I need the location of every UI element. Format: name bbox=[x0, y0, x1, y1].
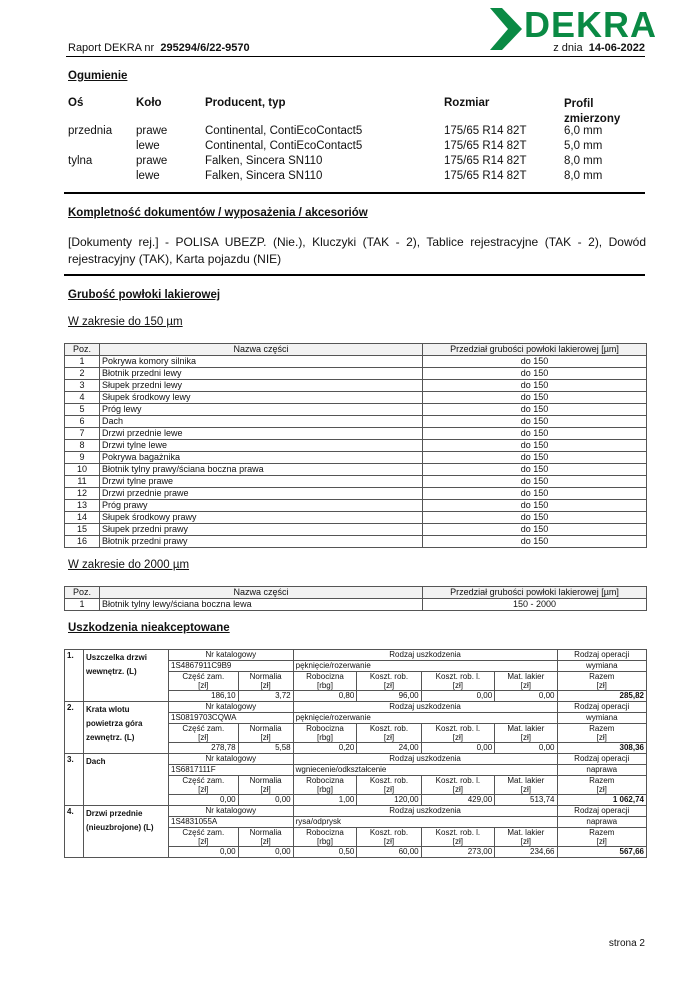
damages-table bbox=[64, 649, 647, 858]
cost-column-header bbox=[495, 776, 557, 795]
tyres-col-producer: Producent, typ bbox=[205, 97, 286, 109]
table-row bbox=[65, 368, 647, 380]
cost-column-label: Koszt. rob. bbox=[369, 724, 409, 733]
tyre-size: 175/65 R14 82T bbox=[444, 140, 527, 152]
table-row bbox=[65, 512, 647, 524]
cost-value: 5,58 bbox=[238, 743, 293, 754]
table-row bbox=[65, 404, 647, 416]
cost-column-label: Robocizna bbox=[306, 672, 344, 681]
cost-column-label: Mat. lakier bbox=[507, 828, 545, 837]
damage-part-name: Uszczelka drzwi wewnętrz. (L) bbox=[84, 650, 169, 702]
cost-column-unit: [zł] bbox=[383, 837, 395, 846]
cost-column-header bbox=[238, 828, 293, 847]
cost-column-header bbox=[495, 828, 557, 847]
cost-value: 0,00 bbox=[421, 691, 495, 702]
total-cost: 308,36 bbox=[557, 743, 647, 754]
row-thickness-range: do 150 bbox=[423, 404, 647, 416]
operation-header: Rodzaj operacji bbox=[557, 650, 647, 661]
tyre-size: 175/65 R14 82T bbox=[444, 125, 527, 137]
cost-column-header bbox=[495, 672, 557, 691]
table-row bbox=[65, 380, 647, 392]
row-part-name: Błotnik przedni prawy bbox=[100, 536, 423, 548]
cost-column-label: Normalia bbox=[249, 724, 282, 733]
damage-number: 3. bbox=[65, 754, 84, 806]
cost-column-header bbox=[169, 776, 239, 795]
total-cost: 567,66 bbox=[557, 847, 647, 858]
cost-column-unit: [zł] bbox=[596, 785, 607, 794]
row-part-name: Próg prawy bbox=[100, 500, 423, 512]
damage-part-name: Drzwi przednie (nieuzbrojone) (L) bbox=[84, 806, 169, 858]
cost-column-unit: [zł] bbox=[596, 733, 607, 742]
cost-column-header bbox=[169, 828, 239, 847]
paint-table-2000 bbox=[64, 586, 647, 611]
table-row bbox=[65, 356, 647, 368]
row-part-name: Drzwi przednie prawe bbox=[100, 488, 423, 500]
cost-column-header bbox=[557, 672, 647, 691]
cost-column-header bbox=[293, 724, 357, 743]
damage-part-name: Krata wlotu powietrza góra zewnętrz. (L) bbox=[84, 702, 169, 754]
damage-type-header: Rodzaj uszkodzenia bbox=[293, 702, 557, 713]
table-row bbox=[65, 476, 647, 488]
row-part-name: Błotnik tylny prawy/ściana boczna prawa bbox=[100, 464, 423, 476]
row-part-name: Pokrywa komory silnika bbox=[100, 356, 423, 368]
row-thickness-range: do 150 bbox=[423, 428, 647, 440]
date-value: 14-06-2022 bbox=[588, 42, 645, 54]
row-part-name: Pokrywa bagażnika bbox=[100, 452, 423, 464]
table-row bbox=[65, 452, 647, 464]
cost-column-header bbox=[238, 776, 293, 795]
row-poz: 2 bbox=[65, 368, 100, 380]
total-cost: 285,82 bbox=[557, 691, 647, 702]
damage-type: wgniecenie/odkształcenie bbox=[293, 765, 557, 776]
cost-column-label: Razem bbox=[589, 776, 615, 785]
row-poz: 1 bbox=[65, 356, 100, 368]
cost-column-header bbox=[557, 828, 647, 847]
cost-column-unit: [rbg] bbox=[316, 837, 333, 846]
col-range: Przedział grubości powłoki lakierowej [µm] bbox=[423, 344, 647, 356]
tyre-producer: Falken, Sincera SN110 bbox=[205, 170, 323, 182]
cost-column-unit: [zł] bbox=[383, 681, 395, 690]
cost-column-unit: [zł] bbox=[198, 681, 209, 690]
row-poz: 7 bbox=[65, 428, 100, 440]
cost-column-label: Robocizna bbox=[306, 776, 344, 785]
damage-type: pęknięcie/rozerwanie bbox=[293, 713, 557, 724]
cost-value: 24,00 bbox=[357, 743, 421, 754]
row-thickness-range: do 150 bbox=[423, 512, 647, 524]
cost-column-unit: [zł] bbox=[520, 733, 531, 742]
operation-type: naprawa bbox=[557, 765, 647, 776]
cost-column-unit: [rbg] bbox=[316, 681, 333, 690]
tyres-col-wheel: Koło bbox=[136, 97, 162, 109]
cost-value: 1,00 bbox=[293, 795, 357, 806]
tyre-profile: 8,0 mm bbox=[564, 170, 603, 182]
cost-column-label: Koszt. rob. l. bbox=[435, 776, 481, 785]
cost-column-header bbox=[421, 672, 495, 691]
cost-column-header bbox=[169, 724, 239, 743]
cost-column-unit: [zł] bbox=[383, 785, 395, 794]
dekra-logo-icon bbox=[488, 6, 528, 52]
cost-column-unit: [rbg] bbox=[316, 785, 333, 794]
tyre-size: 175/65 R14 82T bbox=[444, 170, 527, 182]
cost-value: 278,78 bbox=[169, 743, 239, 754]
cost-column-header bbox=[169, 672, 239, 691]
row-poz: 15 bbox=[65, 524, 100, 536]
cost-column-label: Część zam. bbox=[182, 776, 225, 785]
catalog-number: 1S6817111F bbox=[169, 765, 294, 776]
cost-column-label: Koszt. rob. l. bbox=[435, 828, 481, 837]
row-poz: 8 bbox=[65, 440, 100, 452]
row-thickness-range: do 150 bbox=[423, 380, 647, 392]
cost-column-header bbox=[557, 776, 647, 795]
paint-title: Grubość powłoki lakierowej bbox=[68, 289, 221, 301]
cost-column-header bbox=[421, 724, 495, 743]
tyres-col-size: Rozmiar bbox=[444, 97, 490, 109]
tyre-profile: 5,0 mm bbox=[564, 140, 603, 152]
row-poz: 1 bbox=[65, 599, 100, 611]
row-part-name: Drzwi tylne prawe bbox=[100, 476, 423, 488]
cost-column-unit: [zł] bbox=[198, 733, 209, 742]
cost-column-label: Część zam. bbox=[182, 828, 225, 837]
table-row bbox=[65, 536, 647, 548]
cost-column-header bbox=[421, 776, 495, 795]
cost-column-label: Część zam. bbox=[182, 724, 225, 733]
cost-column-label: Mat. lakier bbox=[507, 724, 545, 733]
row-thickness-range: do 150 bbox=[423, 452, 647, 464]
report-number: 295294/6/22-9570 bbox=[160, 42, 250, 54]
row-thickness-range: do 150 bbox=[423, 476, 647, 488]
row-part-name: Słupek środkowy lewy bbox=[100, 392, 423, 404]
col-poz: Poz. bbox=[65, 344, 100, 356]
damage-number: 4. bbox=[65, 806, 84, 858]
cost-value: 0,00 bbox=[169, 847, 239, 858]
cost-column-unit: [zł] bbox=[383, 733, 395, 742]
tyre-size: 175/65 R14 82T bbox=[444, 155, 527, 167]
cost-column-unit: [zł] bbox=[260, 733, 271, 742]
cost-column-label: Mat. lakier bbox=[507, 776, 545, 785]
row-part-name: Drzwi przednie lewe bbox=[100, 428, 423, 440]
tyre-wheel: prawe bbox=[136, 125, 168, 137]
cost-column-header bbox=[357, 672, 421, 691]
cost-value: 0,00 bbox=[169, 795, 239, 806]
cost-column-unit: [zł] bbox=[596, 837, 607, 846]
cost-column-header bbox=[238, 724, 293, 743]
cost-value: 0,00 bbox=[238, 847, 293, 858]
cost-column-label: Normalia bbox=[249, 828, 282, 837]
documents-text: [Dokumenty rej.] - POLISA UBEZP. (Nie.), Kluczyki (TAK - 2), Tablice rejestracyjne (TAK - 2), Dowód rejestracyjny (TAK), Karta pojazdu (NIE) bbox=[68, 235, 646, 266]
cost-value: 0,00 bbox=[238, 795, 293, 806]
row-thickness-range: do 150 bbox=[423, 416, 647, 428]
tyre-producer: Continental, ContiEcoContact5 bbox=[205, 140, 363, 152]
row-part-name: Błotnik tylny lewy/ściana boczna lewa bbox=[100, 599, 423, 611]
tyre-wheel: prawe bbox=[136, 155, 168, 167]
row-part-name: Słupek środkowy prawy bbox=[100, 512, 423, 524]
cost-value: 3,72 bbox=[238, 691, 293, 702]
tyres-col-profile: Profil zmierzony bbox=[564, 98, 621, 125]
paint-range1-title: W zakresie do 150 µm bbox=[68, 316, 183, 328]
table-row bbox=[65, 524, 647, 536]
cost-column-unit: [zł] bbox=[596, 681, 607, 690]
cost-value: 0,20 bbox=[293, 743, 357, 754]
row-poz: 16 bbox=[65, 536, 100, 548]
cost-column-header bbox=[357, 828, 421, 847]
row-thickness-range: do 150 bbox=[423, 392, 647, 404]
cost-column-header bbox=[357, 724, 421, 743]
tyre-producer: Falken, Sincera SN110 bbox=[205, 155, 323, 167]
cost-column-label: Mat. lakier bbox=[507, 672, 545, 681]
table-row bbox=[65, 500, 647, 512]
cost-column-header bbox=[357, 776, 421, 795]
cost-column-unit: [zł] bbox=[452, 785, 464, 794]
table-row bbox=[65, 428, 647, 440]
table-row bbox=[65, 488, 647, 500]
row-thickness-range: do 150 bbox=[423, 440, 647, 452]
row-poz: 10 bbox=[65, 464, 100, 476]
tyre-profile: 8,0 mm bbox=[564, 155, 603, 167]
cost-value: 0,00 bbox=[495, 743, 557, 754]
row-poz: 9 bbox=[65, 452, 100, 464]
cost-column-label: Część zam. bbox=[182, 672, 225, 681]
row-poz: 13 bbox=[65, 500, 100, 512]
tyre-wheel: lewe bbox=[136, 140, 160, 152]
cost-column-label: Normalia bbox=[249, 672, 282, 681]
cost-column-header bbox=[421, 828, 495, 847]
cost-column-label: Razem bbox=[589, 672, 615, 681]
col-poz: Poz. bbox=[65, 587, 100, 599]
cost-column-unit: [zł] bbox=[198, 785, 209, 794]
cost-column-header bbox=[293, 672, 357, 691]
cost-column-header bbox=[293, 776, 357, 795]
row-thickness-range: do 150 bbox=[423, 536, 647, 548]
cost-column-unit: [zł] bbox=[198, 837, 209, 846]
cost-value: 0,00 bbox=[421, 743, 495, 754]
cost-column-label: Robocizna bbox=[306, 828, 344, 837]
header-divider bbox=[66, 56, 645, 57]
row-thickness-range: do 150 bbox=[423, 488, 647, 500]
row-thickness-range: do 150 bbox=[423, 524, 647, 536]
table-row bbox=[65, 392, 647, 404]
cost-column-label: Normalia bbox=[249, 776, 282, 785]
operation-header: Rodzaj operacji bbox=[557, 702, 647, 713]
cost-value: 96,00 bbox=[357, 691, 421, 702]
tyre-axle: tylna bbox=[68, 155, 93, 167]
cost-column-label: Koszt. rob. l. bbox=[435, 672, 481, 681]
cost-column-unit: [zł] bbox=[260, 785, 271, 794]
row-thickness-range: do 150 bbox=[423, 464, 647, 476]
catalog-number: 1S0819703CQWA bbox=[169, 713, 294, 724]
cost-value: 513,74 bbox=[495, 795, 557, 806]
damage-type: pęknięcie/rozerwanie bbox=[293, 661, 557, 672]
row-part-name: Słupek przedni prawy bbox=[100, 524, 423, 536]
damages-title: Uszkodzenia nieakceptowane bbox=[68, 622, 230, 634]
cost-column-header bbox=[495, 724, 557, 743]
row-thickness-range: do 150 bbox=[423, 356, 647, 368]
cost-column-label: Koszt. rob. bbox=[369, 828, 409, 837]
damage-header-row bbox=[65, 650, 647, 661]
total-cost: 1 062,74 bbox=[557, 795, 647, 806]
row-poz: 11 bbox=[65, 476, 100, 488]
damage-number: 2. bbox=[65, 702, 84, 754]
table-row bbox=[65, 440, 647, 452]
row-poz: 12 bbox=[65, 488, 100, 500]
tyre-producer: Continental, ContiEcoContact5 bbox=[205, 125, 363, 137]
section-divider bbox=[64, 274, 645, 276]
cost-value: 273,00 bbox=[421, 847, 495, 858]
report-date bbox=[553, 42, 645, 54]
cost-column-unit: [zł] bbox=[260, 837, 271, 846]
paint-table-150 bbox=[64, 343, 647, 548]
catalog-header: Nr katalogowy bbox=[169, 650, 294, 661]
cost-column-unit: [zł] bbox=[260, 681, 271, 690]
tyres-col-axle: Oś bbox=[68, 97, 84, 109]
damage-header-row bbox=[65, 806, 647, 817]
catalog-number: 1S4831055A bbox=[169, 817, 294, 828]
cost-column-label: Razem bbox=[589, 724, 615, 733]
damage-type-header: Rodzaj uszkodzenia bbox=[293, 650, 557, 661]
cost-column-label: Koszt. rob. bbox=[369, 776, 409, 785]
cost-column-label: Razem bbox=[589, 828, 615, 837]
cost-column-label: Koszt. rob. bbox=[369, 672, 409, 681]
damage-type-header: Rodzaj uszkodzenia bbox=[293, 806, 557, 817]
report-label: Raport DEKRA nr bbox=[68, 42, 155, 54]
col-name: Nazwa części bbox=[100, 344, 423, 356]
damage-header-row bbox=[65, 702, 647, 713]
cost-column-header bbox=[238, 672, 293, 691]
cost-value: 234,66 bbox=[495, 847, 557, 858]
logo-text: DEKRA bbox=[524, 4, 658, 45]
row-thickness-range: do 150 bbox=[423, 500, 647, 512]
row-poz: 14 bbox=[65, 512, 100, 524]
operation-header: Rodzaj operacji bbox=[557, 754, 647, 765]
row-part-name: Słupek przedni lewy bbox=[100, 380, 423, 392]
cost-value: 120,00 bbox=[357, 795, 421, 806]
damage-type-header: Rodzaj uszkodzenia bbox=[293, 754, 557, 765]
documents-title: Kompletność dokumentów / wyposażenia / akcesoriów bbox=[68, 207, 368, 219]
cost-column-unit: [zł] bbox=[452, 733, 464, 742]
cost-column-label: Robocizna bbox=[306, 724, 344, 733]
col-range: Przedział grubości powłoki lakierowej [µm] bbox=[423, 587, 647, 599]
cost-column-unit: [zł] bbox=[452, 837, 464, 846]
page-number: strona 2 bbox=[608, 938, 645, 949]
row-poz: 3 bbox=[65, 380, 100, 392]
cost-column-unit: [zł] bbox=[520, 681, 531, 690]
cost-column-unit: [rbg] bbox=[316, 733, 333, 742]
cost-value: 186,10 bbox=[169, 691, 239, 702]
cost-column-header bbox=[293, 828, 357, 847]
cost-column-unit: [zł] bbox=[520, 785, 531, 794]
damage-part-name: Dach bbox=[84, 754, 169, 806]
cost-value: 0,50 bbox=[293, 847, 357, 858]
section-divider bbox=[64, 192, 645, 194]
damage-header-row bbox=[65, 754, 647, 765]
cost-value: 429,00 bbox=[421, 795, 495, 806]
operation-type: naprawa bbox=[557, 817, 647, 828]
damage-number: 1. bbox=[65, 650, 84, 702]
cost-column-label: Koszt. rob. l. bbox=[435, 724, 481, 733]
operation-type: wymiana bbox=[557, 713, 647, 724]
operation-header: Rodzaj operacji bbox=[557, 806, 647, 817]
row-poz: 6 bbox=[65, 416, 100, 428]
paint-range2-title: W zakresie do 2000 µm bbox=[68, 559, 190, 571]
tyres-title: Ogumienie bbox=[68, 70, 128, 82]
catalog-header: Nr katalogowy bbox=[169, 754, 294, 765]
cost-column-unit: [zł] bbox=[452, 681, 464, 690]
cost-value: 0,80 bbox=[293, 691, 357, 702]
table-row bbox=[65, 464, 647, 476]
table-row bbox=[65, 416, 647, 428]
row-poz: 4 bbox=[65, 392, 100, 404]
row-part-name: Dach bbox=[100, 416, 423, 428]
row-thickness-range: do 150 bbox=[423, 368, 647, 380]
row-part-name: Błotnik przedni lewy bbox=[100, 368, 423, 380]
cost-column-header bbox=[557, 724, 647, 743]
tyre-profile: 6,0 mm bbox=[564, 125, 603, 137]
cost-column-unit: [zł] bbox=[520, 837, 531, 846]
catalog-header: Nr katalogowy bbox=[169, 702, 294, 713]
table-row bbox=[65, 599, 647, 611]
report-header bbox=[68, 42, 250, 54]
row-thickness-range: 150 - 2000 bbox=[423, 599, 647, 611]
date-label: z dnia bbox=[553, 42, 583, 54]
tyre-axle: przednia bbox=[68, 125, 113, 137]
col-name: Nazwa części bbox=[100, 587, 423, 599]
row-part-name: Próg lewy bbox=[100, 404, 423, 416]
cost-value: 60,00 bbox=[357, 847, 421, 858]
damage-type: rysa/odprysk bbox=[293, 817, 557, 828]
row-poz: 5 bbox=[65, 404, 100, 416]
row-part-name: Drzwi tylne lewe bbox=[100, 440, 423, 452]
catalog-number: 1S4867911C9B9 bbox=[169, 661, 294, 672]
operation-type: wymiana bbox=[557, 661, 647, 672]
cost-value: 0,00 bbox=[495, 691, 557, 702]
tyre-wheel: lewe bbox=[136, 170, 160, 182]
catalog-header: Nr katalogowy bbox=[169, 806, 294, 817]
